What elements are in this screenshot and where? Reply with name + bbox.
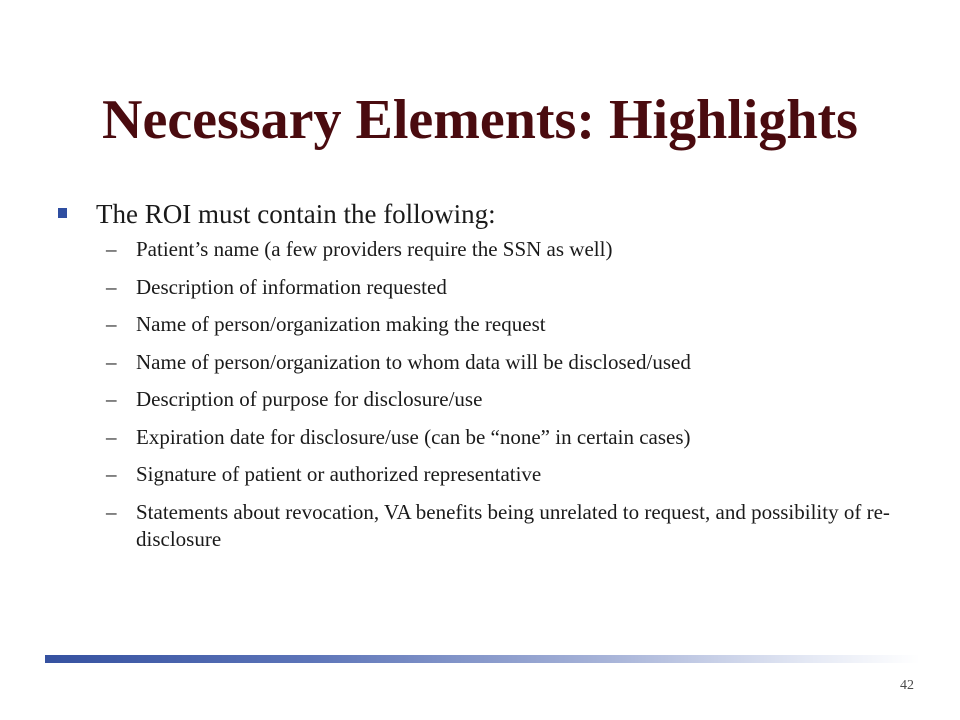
square-bullet-icon	[58, 208, 67, 218]
dash-bullet-icon: –	[106, 462, 117, 486]
dash-bullet-icon: –	[106, 349, 117, 374]
main-bullet-text: The ROI must contain the following:	[96, 199, 496, 229]
page-number: 42	[900, 678, 914, 693]
sub-bullet-item	[106, 311, 906, 338]
sub-bullet-text: Expiration date for disclosure/use (can be “none” in certain cases)	[136, 424, 691, 449]
sub-bullet-text: Patient’s name (a few providers require the SSN as well)	[136, 237, 613, 261]
sub-bullet-text: Name of person/organization making the request	[136, 312, 546, 336]
sub-bullet-item	[106, 461, 906, 488]
dash-bullet-icon: –	[106, 274, 117, 299]
sub-bullet-item	[106, 386, 906, 413]
dash-bullet-icon: –	[106, 424, 117, 449]
sub-bullet-text: Description of information requested	[136, 274, 447, 299]
sub-bullet-text: Name of person/organization to whom data will be disclosed/used	[136, 349, 691, 374]
dash-bullet-icon: –	[106, 312, 117, 336]
sub-bullet-text: Description of purpose for disclosure/use	[136, 387, 483, 411]
dash-bullet-icon: –	[106, 499, 117, 524]
sub-bullet-text: Statements about revocation, VA benefits being unrelated to request, and possibility of re-disclosure	[136, 499, 890, 551]
footer-gradient-bar	[45, 655, 920, 663]
sub-bullet-item	[106, 424, 906, 451]
dash-bullet-icon: –	[106, 387, 117, 411]
main-bullet	[58, 197, 918, 233]
sub-bullet-list	[106, 236, 906, 563]
sub-bullet-item	[106, 274, 906, 301]
sub-bullet-item	[106, 349, 906, 376]
sub-bullet-text: Signature of patient or authorized representative	[136, 462, 542, 486]
dash-bullet-icon: –	[106, 237, 117, 261]
sub-bullet-item	[106, 236, 906, 263]
slide-title: Necessary Elements: Highlights	[102, 89, 858, 151]
sub-bullet-item	[106, 499, 906, 553]
